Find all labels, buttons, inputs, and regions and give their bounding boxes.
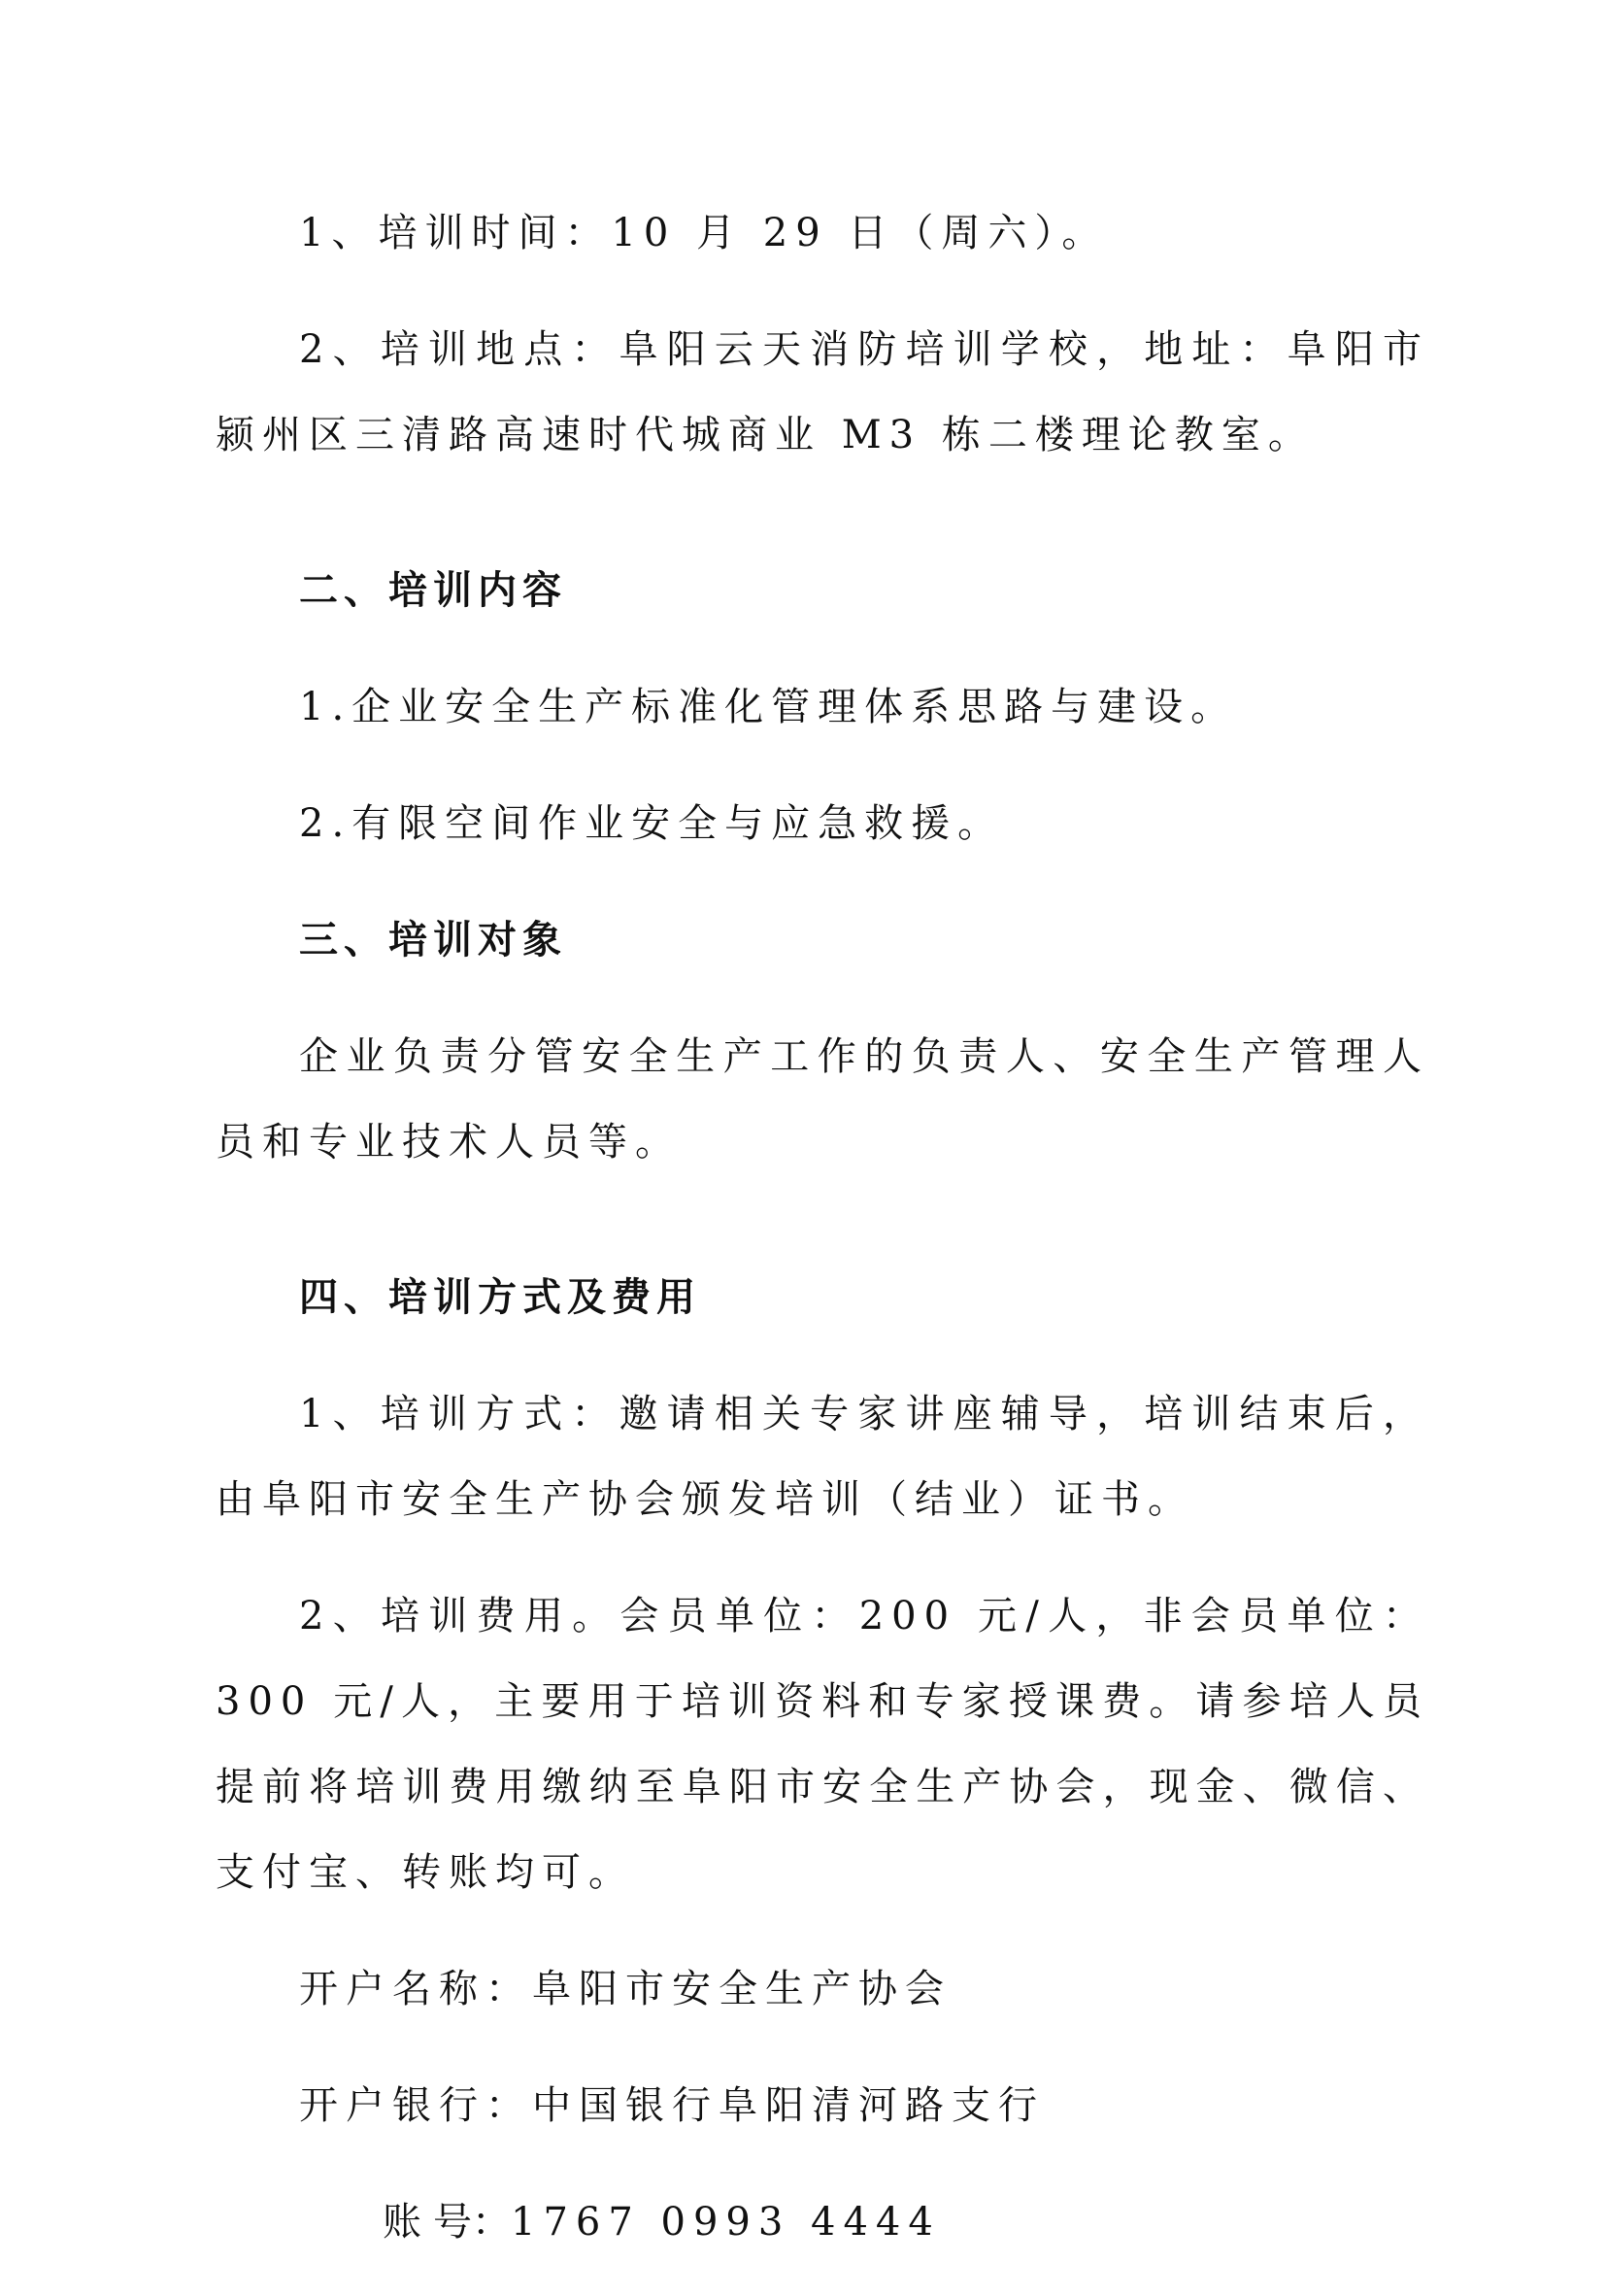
- bank-account-number-line: [216, 2179, 1429, 2265]
- content-item-2: 2.有限空间作业安全与应急救援。: [299, 801, 1005, 846]
- heading-training-target: 三、培训对象: [299, 918, 567, 962]
- account-number: 1767 0993 4444: [511, 2200, 941, 2245]
- training-method: 1、培训方式：邀请相关专家讲座辅导，培训结束后，由阜阳市安全生产协会颁发培训（结业）证书。: [216, 1392, 1429, 1522]
- content-item-1: 1.企业安全生产标准化管理体系思路与建设。: [299, 685, 1238, 729]
- training-place: 2、培训地点：阜阳云天消防培训学校，地址：阜阳市颍州区三清路高速时代城商业 M3 栋二楼理论教室。: [216, 327, 1429, 457]
- bank-name: 开户银行：中国银行阜阳清河路支行: [299, 2083, 1045, 2128]
- heading-method-and-fee: 四、培训方式及费用: [299, 1275, 701, 1320]
- training-fee: 2、培训费用。会员单位：200 元/人，非会员单位：300 元/人，主要用于培训资料和专家授课费。请参培人员提前将培训费用缴纳至阜阳市安全生产协会，现金、微信、支付宝、转账均可。: [216, 1594, 1429, 1895]
- training-target-text: 企业负责分管安全生产工作的负责人、安全生产管理人员和专业技术人员等。: [216, 1034, 1429, 1165]
- document-body: [216, 190, 1429, 2296]
- training-time: 1、培训时间：10 月 29 日（周六）。: [299, 211, 1109, 255]
- account-label-char-2: 号：: [433, 2200, 511, 2245]
- account-label-char-1: 账: [383, 2200, 421, 2245]
- bank-account-name: 开户名称：阜阳市安全生产协会: [299, 1967, 952, 2011]
- heading-training-content: 二、培训内容: [299, 568, 567, 613]
